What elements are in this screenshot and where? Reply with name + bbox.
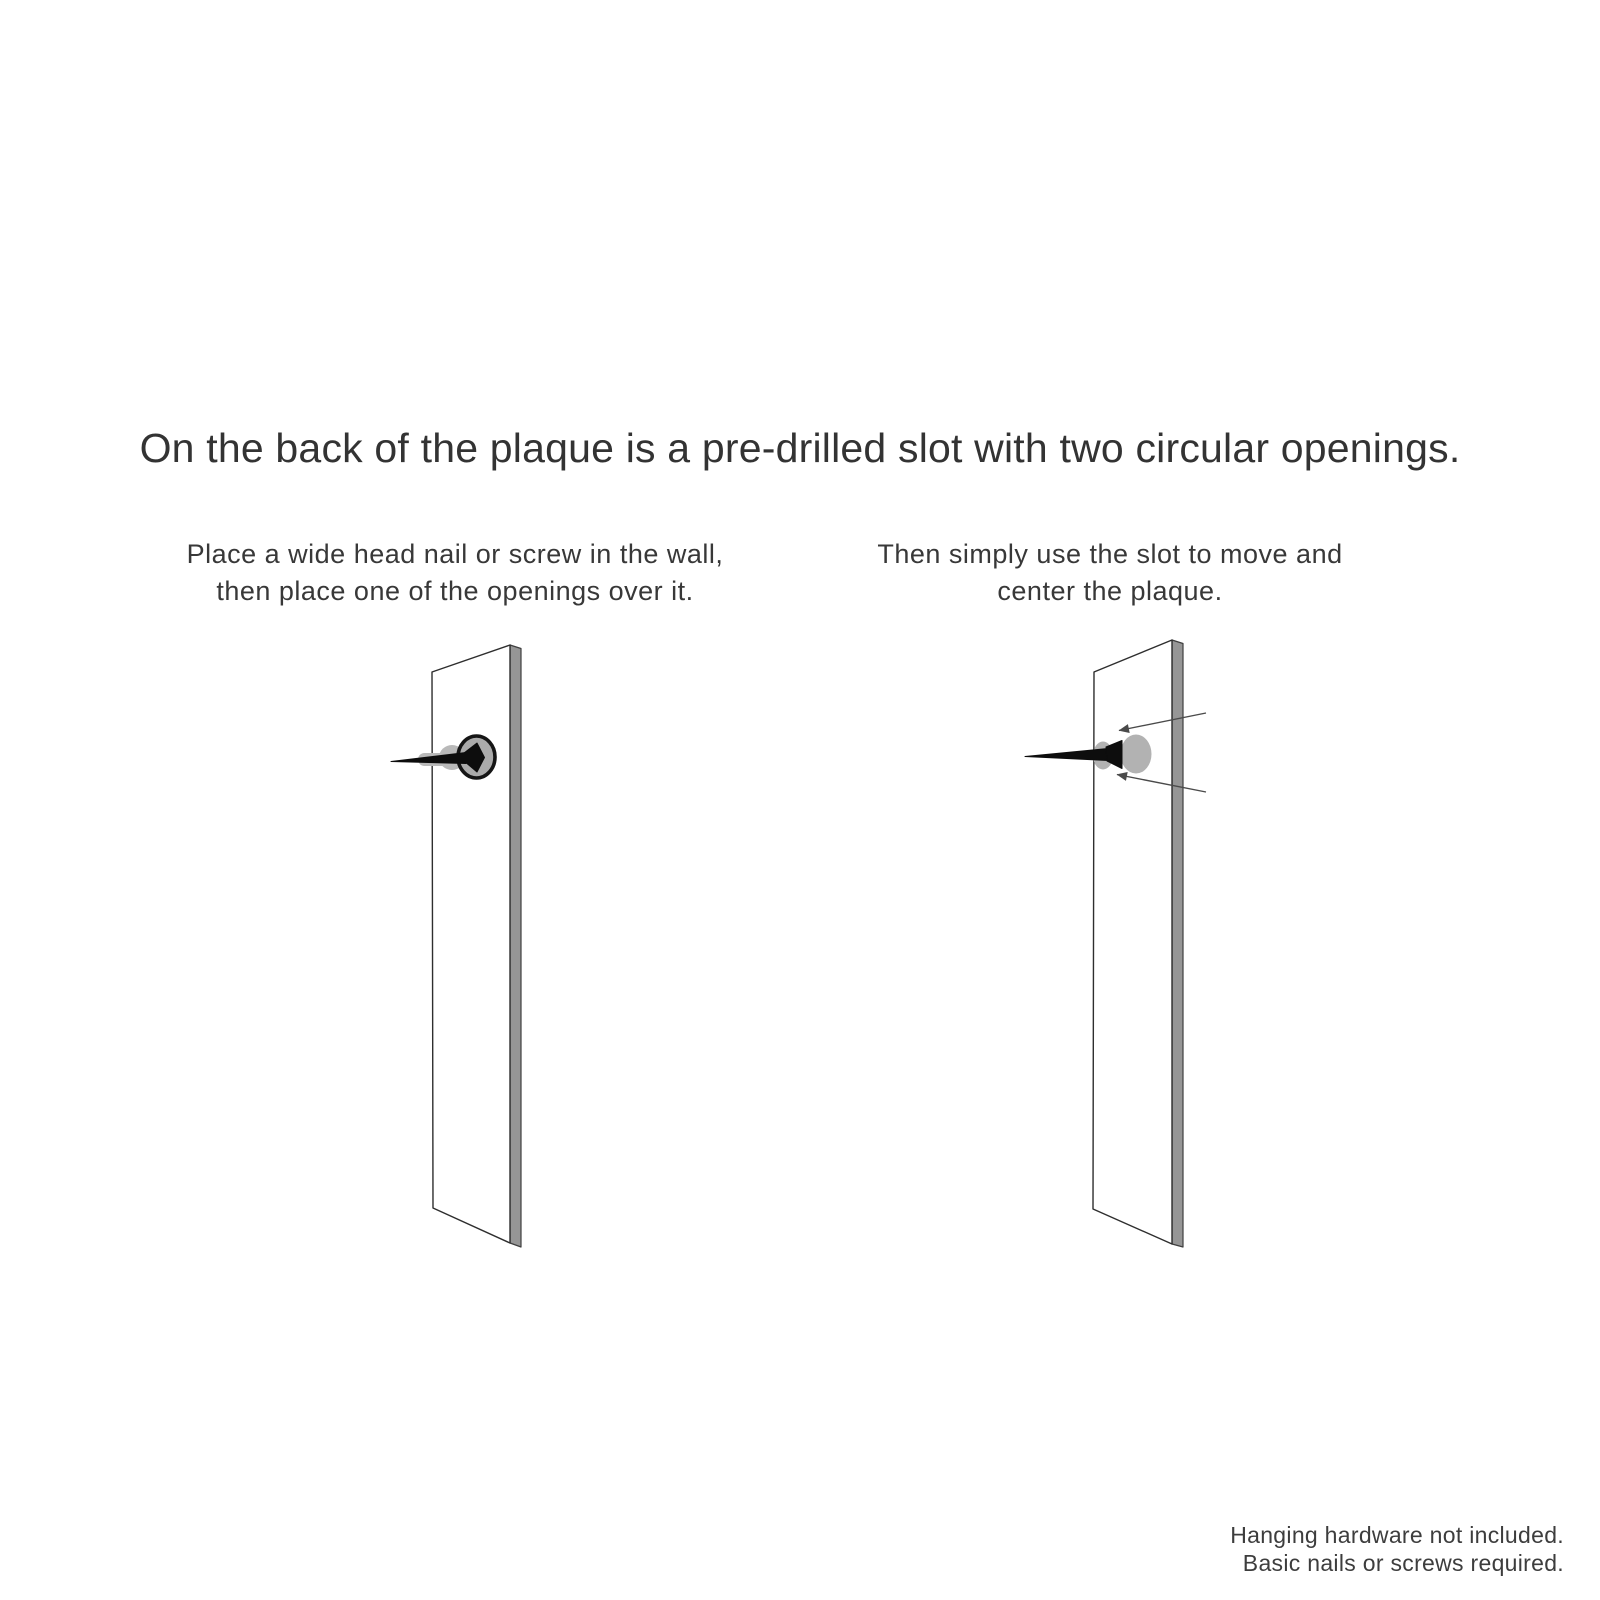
step-1-caption-line-1: Place a wide head nail or screw in the wall,	[186, 539, 724, 569]
footer-note	[1230, 1521, 1564, 1577]
main-title: On the back of the plaque is a pre-drilled slot with two circular openings.	[139, 425, 1461, 471]
plaque-nail-illustration	[360, 620, 560, 1270]
plaque-side-edge	[1172, 640, 1183, 1247]
slot-large-opening-icon	[1121, 735, 1152, 774]
step-2-caption-line-1: Then simply use the slot to move and	[877, 539, 1343, 569]
footer-note-line-1: Hanging hardware not included.	[1230, 1522, 1564, 1548]
plaque-side-edge	[510, 645, 521, 1247]
step-1-caption	[155, 536, 755, 610]
footer-note-line-2: Basic nails or screws required.	[1242, 1550, 1564, 1576]
nail-shank-icon	[1025, 749, 1108, 761]
step-1-caption-line-2: then place one of the openings over it.	[216, 576, 694, 606]
plaque-back-panel	[1093, 640, 1172, 1244]
step-2-caption-line-2: center the plaque.	[997, 576, 1223, 606]
plaque-back-panel	[432, 645, 510, 1243]
step-2-caption	[810, 536, 1410, 610]
plaque-slot-illustration	[990, 620, 1260, 1270]
